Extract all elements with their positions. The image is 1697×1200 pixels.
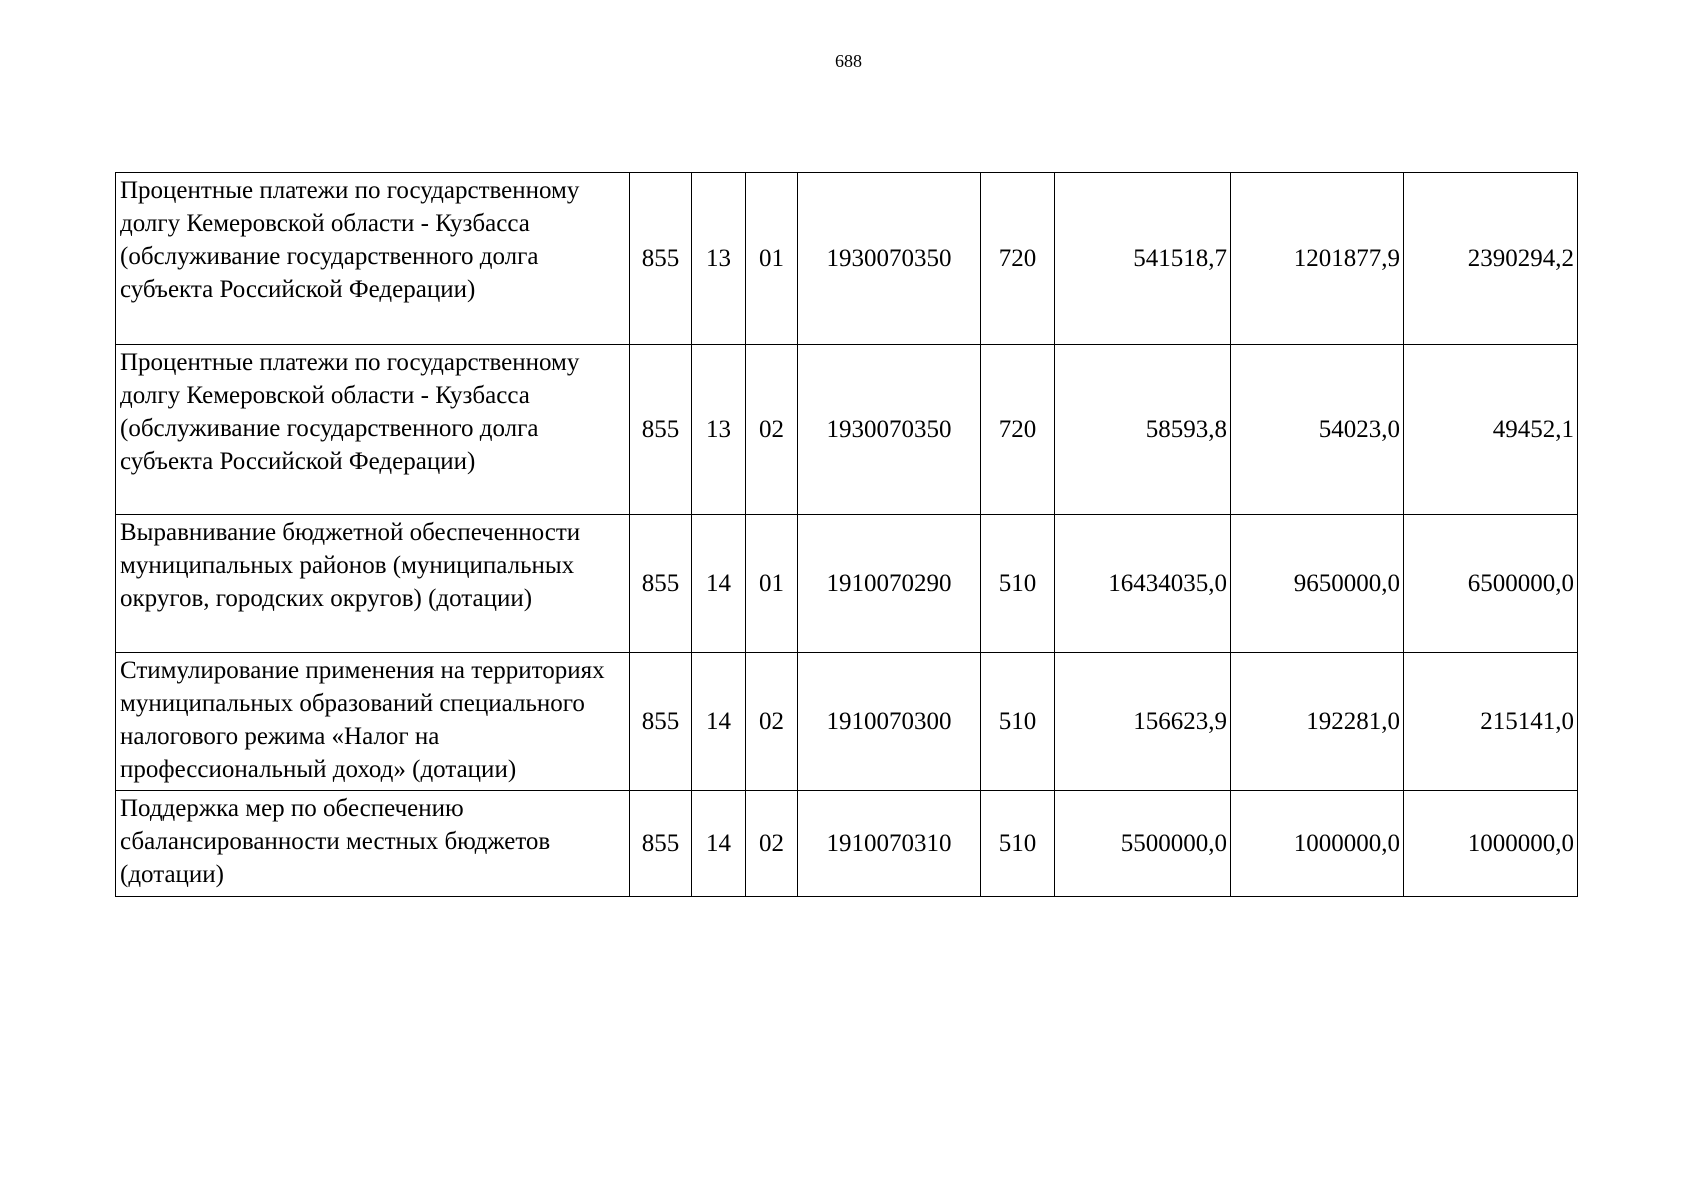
table-row <box>116 515 1578 653</box>
target-article-code: 1910070310 <box>798 791 981 897</box>
row-name: Стимулирование применения на территориях муниципальных образований специального налогового режима «Налог на профессиональный доход» (дотации) <box>116 653 630 791</box>
subsection-code: 01 <box>746 515 798 653</box>
expense-type-code: 720 <box>981 345 1055 515</box>
section-code: 13 <box>692 173 746 345</box>
amount-year-3: 2390294,2 <box>1404 173 1578 345</box>
expense-type-code: 510 <box>981 515 1055 653</box>
ministry-code: 855 <box>630 345 692 515</box>
subsection-code: 02 <box>746 791 798 897</box>
budget-table <box>115 172 1578 897</box>
amount-year-3: 1000000,0 <box>1404 791 1578 897</box>
target-article-code: 1910070290 <box>798 515 981 653</box>
table-row <box>116 791 1578 897</box>
table-row <box>116 345 1578 515</box>
target-article-code: 1930070350 <box>798 173 981 345</box>
amount-year-1: 5500000,0 <box>1055 791 1231 897</box>
target-article-code: 1930070350 <box>798 345 981 515</box>
amount-year-3: 49452,1 <box>1404 345 1578 515</box>
subsection-code: 02 <box>746 345 798 515</box>
section-code: 13 <box>692 345 746 515</box>
amount-year-2: 1000000,0 <box>1231 791 1404 897</box>
amount-year-3: 215141,0 <box>1404 653 1578 791</box>
ministry-code: 855 <box>630 653 692 791</box>
ministry-code: 855 <box>630 791 692 897</box>
amount-year-2: 1201877,9 <box>1231 173 1404 345</box>
section-code: 14 <box>692 653 746 791</box>
row-name: Поддержка мер по обеспечению сбалансированности местных бюджетов (дотации) <box>116 791 630 897</box>
target-article-code: 1910070300 <box>798 653 981 791</box>
amount-year-1: 156623,9 <box>1055 653 1231 791</box>
amount-year-2: 192281,0 <box>1231 653 1404 791</box>
row-name: Процентные платежи по государственному долгу Кемеровской области - Кузбасса (обслуживание государственного долга субъекта Российской Федерации) <box>116 345 630 515</box>
amount-year-1: 16434035,0 <box>1055 515 1231 653</box>
section-code: 14 <box>692 515 746 653</box>
row-name: Процентные платежи по государственному долгу Кемеровской области - Кузбасса (обслуживание государственного долга субъекта Российской Федерации) <box>116 173 630 345</box>
amount-year-1: 541518,7 <box>1055 173 1231 345</box>
row-name: Выравнивание бюджетной обеспеченности муниципальных районов (муниципальных округов, городских округов) (дотации) <box>116 515 630 653</box>
expense-type-code: 720 <box>981 173 1055 345</box>
expense-type-code: 510 <box>981 791 1055 897</box>
expense-type-code: 510 <box>981 653 1055 791</box>
amount-year-3: 6500000,0 <box>1404 515 1578 653</box>
subsection-code: 01 <box>746 173 798 345</box>
page-number: 688 <box>835 51 862 71</box>
amount-year-1: 58593,8 <box>1055 345 1231 515</box>
section-code: 14 <box>692 791 746 897</box>
amount-year-2: 9650000,0 <box>1231 515 1404 653</box>
table-row <box>116 173 1578 345</box>
subsection-code: 02 <box>746 653 798 791</box>
ministry-code: 855 <box>630 515 692 653</box>
amount-year-2: 54023,0 <box>1231 345 1404 515</box>
ministry-code: 855 <box>630 173 692 345</box>
table-row <box>116 653 1578 791</box>
